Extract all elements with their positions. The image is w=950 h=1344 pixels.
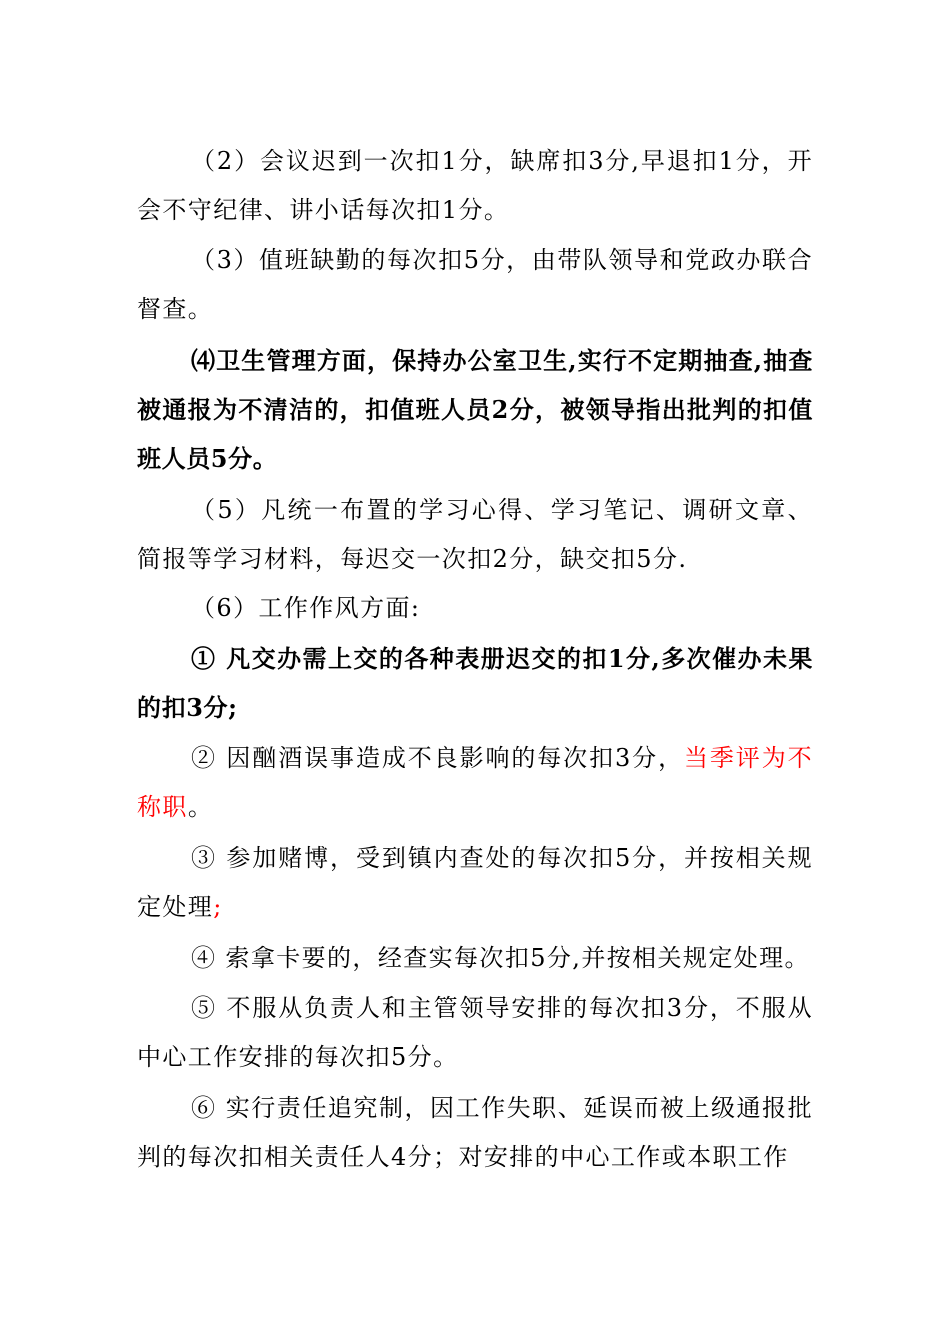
paragraph-meeting-attendance: （2）会议迟到一次扣1分，缺席扣3分,早退扣1分，开会不守纪律、讲小话每次扣1分。 bbox=[137, 147, 813, 224]
paragraph-duty-absence: （3）值班缺勤的每次扣5分，由带队领导和党政办联合督查。 bbox=[137, 246, 813, 323]
paragraph-work-style-heading: （6）工作作风方面: bbox=[191, 594, 421, 622]
paragraph-drinking-end: 。 bbox=[187, 793, 214, 821]
paragraph-hygiene-management: ⑷卫生管理方面，保持办公室卫生,实行不定期抽查,抽查被通报为不清洁的，扣值班人员2分，被领导指出批判的扣值班人员5分。 bbox=[137, 346, 813, 473]
paragraph-accountability: ⑥ 实行责任追究制，因工作失职、延误而被上级通报批判的每次扣相关责任人4分；对安排的中心工作或本职工作 bbox=[137, 1094, 813, 1171]
paragraph-bribery: ④ 索拿卡要的，经查实每次扣5分,并按相关规定处理。 bbox=[191, 944, 810, 972]
paragraph-drinking bbox=[137, 734, 813, 832]
paragraph-drinking-emphasis: 当季评为不称职 bbox=[137, 744, 813, 821]
paragraph-drinking-text: ② 因酗酒误事造成不良影响的每次扣3分， bbox=[191, 744, 684, 772]
paragraph-gambling-emphasis: ; bbox=[213, 893, 223, 921]
paragraph-study-materials: （5）凡统一布置的学习心得、学习笔记、调研文章、简报等学习材料，每迟交一次扣2分，缺交扣5分. bbox=[137, 496, 813, 573]
paragraph-gambling bbox=[137, 834, 813, 932]
paragraph-disobedience: ⑤ 不服从负责人和主管领导安排的每次扣3分，不服从中心工作安排的每次扣5分。 bbox=[137, 994, 813, 1071]
paragraph-late-forms: ① 凡交办需上交的各种表册迟交的扣1分,多次催办未果的扣3分; bbox=[137, 644, 813, 722]
paragraph-gambling-text: ③ 参加赌博，受到镇内查处的每次扣5分，并按相关规定处理 bbox=[137, 844, 813, 921]
